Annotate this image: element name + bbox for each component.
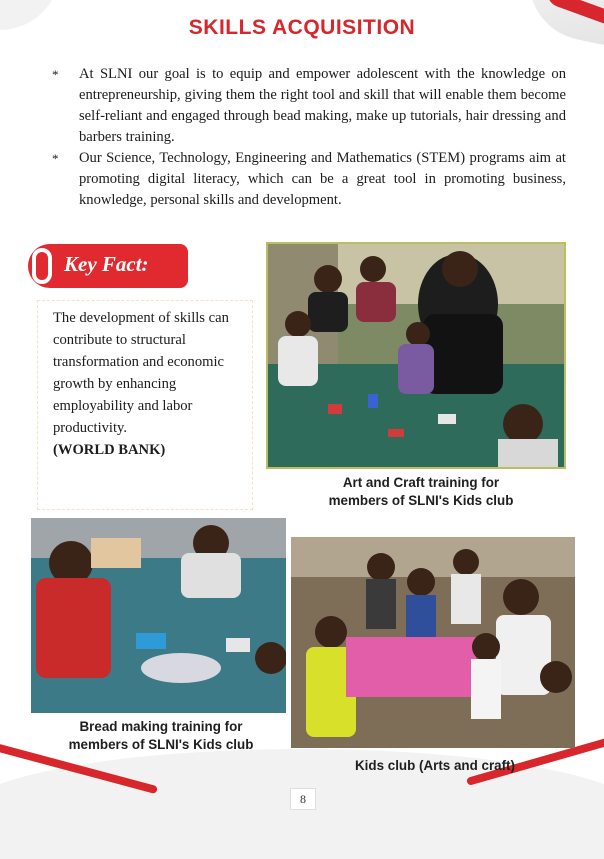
key-fact-body [53, 307, 253, 461]
bullet-marker: * [52, 67, 59, 82]
caption-line: members of SLNI's Kids club [328, 493, 514, 508]
photo-art-craft-training [266, 242, 566, 469]
key-fact-text: The development of skills can contribute to structural transformation and economic growth by enhancing employability and labor productivity. [53, 310, 229, 436]
photo-bread-making-training [31, 518, 286, 713]
bullet-item [52, 148, 566, 211]
key-fact-label: Key Fact: [64, 252, 149, 276]
caption-line: Bread making training for [79, 719, 243, 734]
bullet-text: At SLNI our goal is to equip and empower adolescent with the knowledge on entrepreneurship, giving them the right tool and skill that will enable them become self-reliant and engaged through bead making, make up tutorials, hair dressing and barbers training. [79, 66, 566, 145]
photo-caption [38, 718, 284, 754]
caption-line: Kids club (Arts and craft) [355, 758, 515, 773]
photo-kids-club-arts-craft [291, 537, 575, 748]
photo-caption [300, 757, 570, 775]
photo-caption [290, 474, 552, 510]
bullet-marker: * [52, 151, 59, 166]
page-title: SKILLS ACQUISITION [188, 16, 416, 39]
key-fact-source: (WORLD BANK) [53, 442, 166, 458]
caption-line: Art and Craft training for [342, 475, 500, 490]
bullet-list [52, 64, 566, 211]
bullet-text: Our Science, Technology, Engineering and Mathematics (STEM) programs aim at promoting digital literacy, which can be a great tool in promoting business, knowledge, personal skills and development. [79, 150, 566, 208]
page-number: 8 [290, 788, 316, 810]
caption-line: members of SLNI's Kids club [68, 737, 254, 752]
bullet-item [52, 64, 566, 148]
key-fact-ring-icon [32, 248, 52, 284]
